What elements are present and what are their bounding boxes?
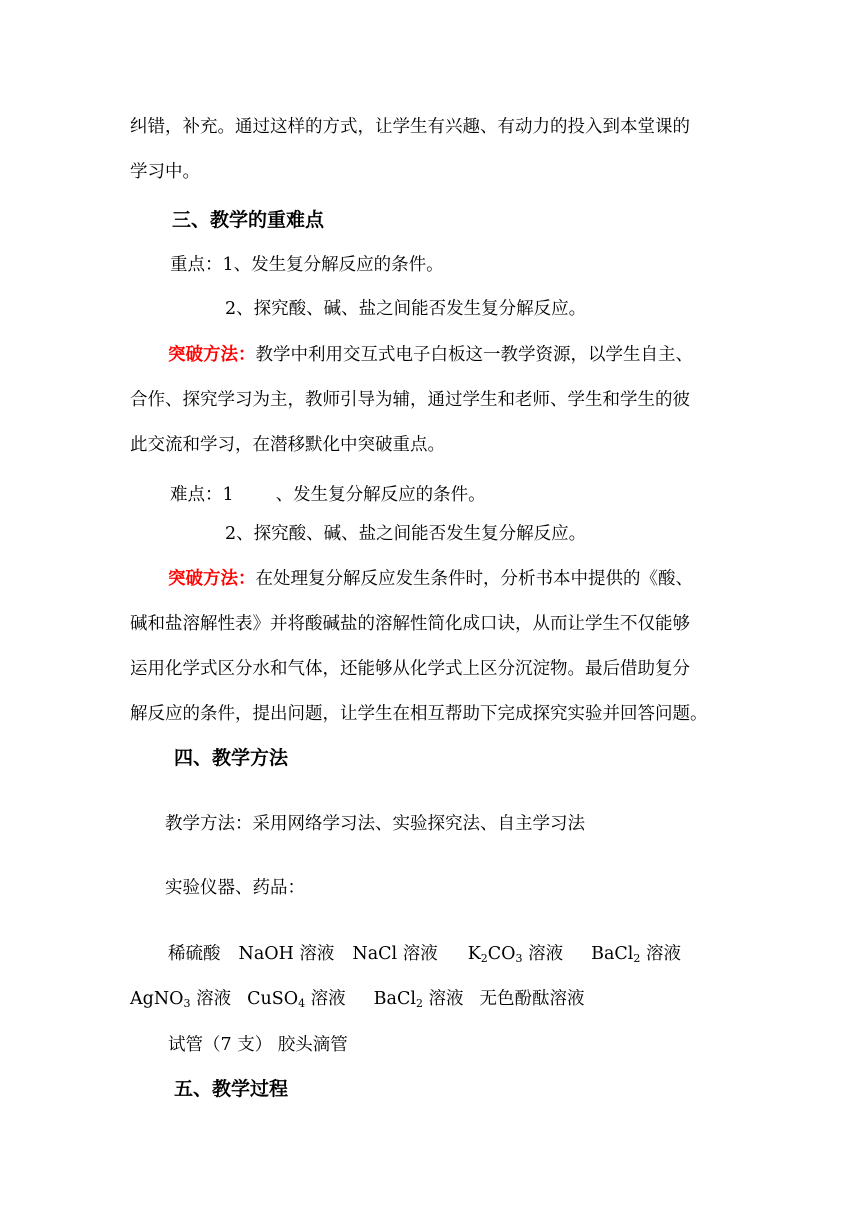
reagent-k2co3: $K_2CO_3$ 溶液: [467, 944, 564, 965]
method-2-line-3: 运用化学式区分水和气体，还能够从化学式上区分沉淀物。最后借助复分: [130, 659, 690, 679]
method-1-line-3: 此交流和学习，在潜移默化中突破重点。: [130, 435, 445, 455]
reagents-row-2: [130, 987, 585, 1016]
difficult-label: 难点：: [170, 485, 223, 505]
method-1-label: 突破方法：: [168, 345, 256, 365]
equipment-label: 实验仪器、药品：: [165, 878, 305, 898]
reagent-dilute-sulfuric-acid: 稀硫酸: [168, 944, 221, 964]
method-2-line-2: 碱和盐溶解性表》并将酸碱盐的溶解性简化成口诀，从而让学生不仅能够: [130, 614, 690, 634]
reagent-bacl2-2: BaCl$_2$ 溶液: [373, 989, 464, 1010]
teaching-methods: 教学方法：采用网络学习法、实验探究法、自主学习法: [165, 814, 585, 834]
difficult-number: 1: [222, 485, 234, 505]
method-1-text: 教学中利用交互式电子白板这一教学资源，以学生自主、: [255, 345, 693, 365]
method-1-line-2: 合作、探究学习为主，教师引导为辅，通过学生和老师、学生和学生的彼: [130, 390, 690, 410]
tools: 试管（7 支） 胶头滴管: [168, 1035, 348, 1055]
method-2-line-1: [168, 567, 693, 591]
section-5-heading: 五、教学过程: [174, 1078, 289, 1100]
reagent-nacl: NaCl 溶液: [352, 944, 438, 964]
reagent-naoh: NaOH 溶液: [238, 944, 335, 964]
key-point-1: [170, 253, 444, 277]
method-2-line-4: 解反应的条件，提出问题，让学生在相互帮助下完成探究实验并回答问题。: [130, 704, 708, 724]
reagent-bacl2: BaCl$_2$ 溶液: [591, 944, 681, 965]
key-point-1-text: 1、发生复分解反应的条件。: [222, 255, 444, 275]
section-4-heading: 四、教学方法: [174, 747, 289, 769]
difficult-point-2: 2、探究酸、碱、盐之间能否发生复分解反应。: [225, 524, 587, 544]
section-3-heading: 三、教学的重难点: [172, 209, 325, 231]
key-point-2: 2、探究酸、碱、盐之间能否发生复分解反应。: [225, 299, 587, 319]
reagents-row-1: [168, 942, 681, 971]
reagent-phenolphthalein: 无色酚酞溶液: [479, 989, 585, 1009]
intro-line-1: 纠错，补充。通过这样的方式，让学生有兴趣、有动力的投入到本堂课的: [130, 117, 690, 137]
difficult-point-1-text: 、发生复分解反应的条件。: [275, 485, 486, 505]
method-2-text: 在处理复分解反应发生条件时，分析书本中提供的《酸、: [255, 569, 693, 589]
method-1-line-1: [168, 343, 693, 367]
reagent-cuso4: CuSO$_4$ 溶液: [247, 989, 346, 1010]
key-points-label: 重点：: [170, 255, 223, 275]
method-2-label: 突破方法：: [168, 569, 256, 589]
intro-line-2: 学习中。: [130, 162, 200, 182]
reagent-agno3: AgNO$_3$ 溶液: [130, 989, 232, 1010]
difficult-point-1: [170, 483, 486, 507]
